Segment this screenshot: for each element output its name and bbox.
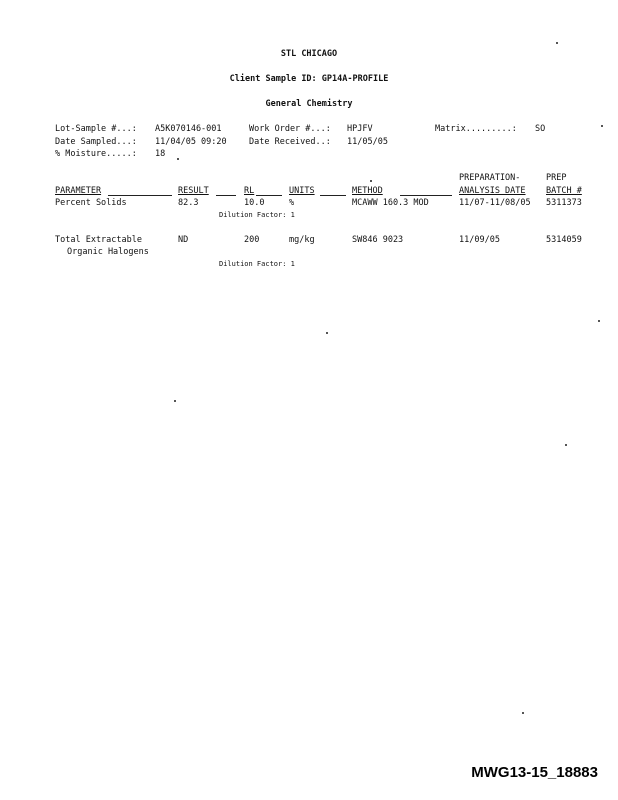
scan-speck [598,320,600,322]
header-underline [108,195,172,196]
date-sampled-label: Date Sampled...: [55,137,137,147]
column-header-batch-line2: BATCH # [546,186,582,196]
row-result: 82.3 [178,198,199,208]
scan-speck [177,158,179,160]
header-underline [256,195,282,196]
scan-speck [601,125,603,127]
header-underline [320,195,346,196]
matrix-value: SO [535,124,546,134]
scan-speck [556,42,558,44]
row-batch: 5311373 [546,198,582,208]
scan-speck [174,400,176,402]
lot-sample-value: A5K070146-001 [155,124,222,134]
date-sampled-value: 11/04/05 09:20 [155,137,227,147]
row-parameter: Percent Solids [55,198,127,208]
row-method: SW846 9023 [352,235,404,245]
scan-speck [370,180,372,182]
header-underline [400,195,452,196]
column-header-prep-line2: ANALYSIS DATE [459,186,526,196]
section-title: General Chemistry [265,99,353,109]
scan-speck [522,712,524,714]
row-parameter-line2: Organic Halogens [67,247,149,257]
column-header-rl: RL [244,186,255,196]
row-units: % [289,198,295,208]
moisture-label: % Moisture.....: [55,149,137,159]
date-received-value: 11/05/05 [347,137,388,147]
column-header-result: RESULT [178,186,209,196]
row-units: mg/kg [289,235,315,245]
column-header-units: UNITS [289,186,315,196]
column-header-method: METHOD [352,186,383,196]
work-order-value: HPJFV [347,124,373,134]
row-batch: 5314059 [546,235,582,245]
header-underline [216,195,236,196]
column-header-prep-line1: PREPARATION- [459,173,521,183]
column-header-batch-line1: PREP [546,173,567,183]
scan-speck [326,332,328,334]
document-id: MWG13-15_18883 [471,764,598,781]
row-result: ND [178,235,189,245]
row-rl: 200 [244,235,260,245]
row-prep-date: 11/07-11/08/05 [459,198,531,208]
date-received-label: Date Received..: [249,137,331,147]
row-prep-date: 11/09/05 [459,235,500,245]
work-order-label: Work Order #...: [249,124,331,134]
matrix-label: Matrix.........: [435,124,517,134]
row-dilution-factor: Dilution Factor: 1 [219,260,295,268]
lab-name: STL CHICAGO [280,49,338,59]
client-sample-id: Client Sample ID: GP14A-PROFILE [229,74,389,84]
moisture-value: 18 [155,149,166,159]
row-parameter: Total Extractable [55,235,142,245]
scan-speck [565,444,567,446]
lot-sample-label: Lot-Sample #...: [55,124,137,134]
row-dilution-factor: Dilution Factor: 1 [219,211,295,219]
column-header-parameter: PARAMETER [55,186,102,196]
row-rl: 10.0 [244,198,265,208]
row-method: MCAWW 160.3 MOD [352,198,429,208]
